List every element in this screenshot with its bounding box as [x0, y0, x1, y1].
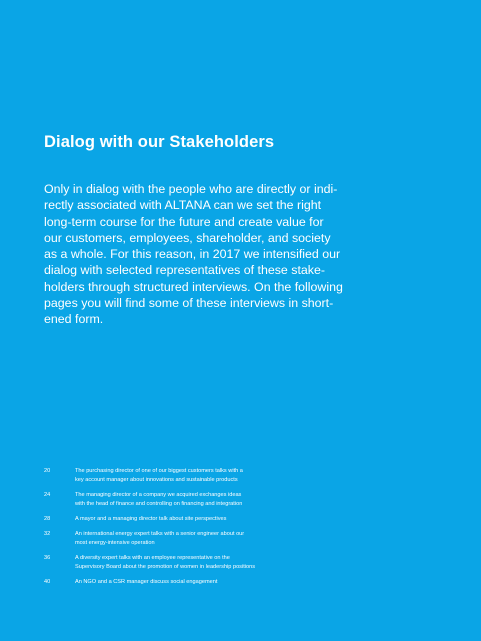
contents-line: most energy-intensive operation	[75, 540, 155, 546]
page-title: Dialog with our Stakeholders	[44, 133, 275, 151]
intro-line: Only in dialog with the people who are directly or indi-	[44, 182, 338, 196]
contents-item[interactable]	[44, 467, 344, 485]
intro-paragraph	[44, 181, 344, 328]
contents-line: with the head of finance and controlling on financing and integration	[75, 501, 243, 507]
intro-line: dialog with selected representatives of these stake-	[44, 263, 326, 278]
intro-line: rectly associated with ALTANA can we set the right	[44, 198, 322, 213]
contents-line: A mayor and a managing director talk about site perspectives	[75, 516, 227, 522]
contents-line: Supervisory Board about the promotion of women in leadership positions	[75, 564, 256, 570]
contents-line: key account manager about innovations and sustainable products	[75, 477, 238, 483]
intro-line: as a whole. For this reason, in 2017 we intensified our	[44, 247, 341, 262]
contents-line: An international energy expert talks with a senior engineer about our	[75, 531, 245, 537]
contents-page-number: 36	[44, 555, 51, 561]
contents-description	[75, 491, 242, 509]
contents-page-number: 28	[44, 516, 51, 522]
intro-line: long-term course for the future and create value for	[44, 214, 324, 229]
contents-item[interactable]	[44, 515, 344, 524]
contents-line: A diversity expert talks with an employee representative on the	[75, 555, 230, 561]
intro-line: our customers, employees, shareholder, and society	[44, 230, 331, 245]
contents-page-number: 24	[44, 492, 51, 498]
contents-page-number: 32	[44, 531, 51, 537]
contents-line: The managing director of a company we acquired exchanges ideas	[75, 492, 242, 498]
intro-line: ened form.	[44, 312, 104, 327]
contents-description	[75, 578, 217, 587]
contents-page-number: 40	[44, 579, 51, 585]
intro-line: pages you will find some of these interviews in short-	[44, 296, 334, 311]
contents-line: An NGO and a CSR manager discuss social engagement	[75, 579, 218, 585]
contents-description	[75, 515, 226, 524]
contents-item[interactable]	[44, 530, 344, 548]
contents-page-number: 20	[44, 468, 51, 474]
contents-item[interactable]	[44, 554, 344, 572]
contents-item[interactable]	[44, 491, 344, 509]
contents-line: The purchasing director of one of our biggest customers talks with a	[75, 468, 243, 474]
contents-description	[75, 530, 244, 548]
intro-line: holders through structured interviews. On the following	[44, 279, 343, 294]
contents-item[interactable]	[44, 578, 344, 587]
contents-description	[75, 554, 255, 572]
contents-list	[44, 467, 344, 593]
contents-description	[75, 467, 243, 485]
